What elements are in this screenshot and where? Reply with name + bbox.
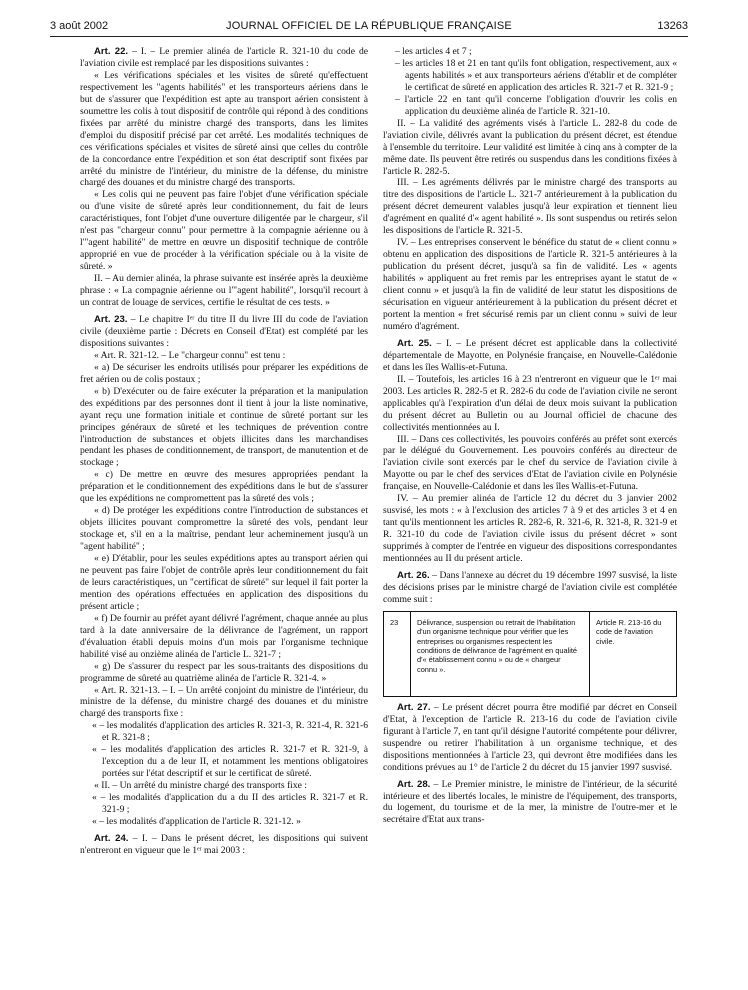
- header-rule: [50, 36, 688, 37]
- paragraph: [80, 273, 368, 309]
- paragraph: [80, 720, 368, 744]
- paragraph-text: – les articles 4 et 7 ;: [395, 46, 472, 57]
- paragraph-text: « g) De s'assurer du respect par les sous-traitants des dispositions du programme de sûreté au quatrième alinéa de l'article R. 321-4. »: [80, 660, 368, 684]
- paragraph-text: II. – Toutefois, les articles 16 à 23 n'entreront en vigueur que le 1ᵉʳ mai 2003. Les articles R. 282-5 et R. 282-6 du code de l'aviation civile ne seront applicables qu'à l'expiration d'un délai de deux mois suivant la publication du présent décret au Bulletin ou au Journal officiel de chacune des collectivités mentionnées au I.: [383, 373, 677, 433]
- paragraph: [80, 314, 368, 350]
- paragraph-text: – I. – Le premier alinéa de l'article R. 321-10 du code de l'aviation civile est remplacé par les dispositions suivantes :: [80, 46, 368, 69]
- paragraph-text: « Les colis qui ne peuvent pas faire l'objet d'une vérification spéciale ou d'une visite de sûreté après leur conditionnement, du fait de leurs caractéristiques, font l'objet d'une ouverture diligentée par le chargeur, s'il n'est pas "chargeur connu" pour permettre à la compagnie aérienne ou à l'"agent habilité" de mettre en œuvre un dispositif technique de contrôle approprié en vue de procéder à la vérification spéciale ou à la visite de sûreté. »: [80, 189, 368, 273]
- right-column: [383, 46, 677, 826]
- paragraph: [80, 70, 368, 190]
- paragraph-text: II. – Au dernier alinéa, la phrase suivante est insérée après la deuxième phrase : « La compagnie aérienne ou l'"agent habilité", lorsqu'il recourt à un contrat de louage de services, certifie le résultat de ces tests. »: [80, 273, 368, 309]
- paragraph: [80, 792, 368, 816]
- paragraph-text: « a) De sécuriser les endroits utilisés pour préparer les expéditions de fret aérien ou de colis postaux ;: [80, 361, 368, 385]
- annex-table-description: Délivrance, suspension ou retrait de l'habilitation d'un organisme technique pour vérifier que les entreprises ou organismes respectent les conditions de délivrance de l'agrément en qualité d'« établissement connu » ou de « chargeur connu ».: [411, 612, 590, 696]
- article-number: Art. 24.: [94, 832, 129, 844]
- paragraph: [383, 374, 677, 434]
- paragraph: [80, 744, 368, 780]
- annex-table-number: 23: [384, 612, 411, 696]
- paragraph-text: – l'article 22 en tant qu'il concerne l'obligation d'ouvrir les colis en application du deuxième alinéa de l'article R. 321-10.: [395, 93, 677, 117]
- paragraph-text: – les articles 18 et 21 en tant qu'ils font obligation, respectivement, aux « agents habilités » et aux transporteurs aériens d'établir et de compléter le certificat de sûreté en application des articles R. 321-7 et R. 321-9 ;: [395, 57, 677, 93]
- page-header: [50, 20, 688, 36]
- paragraph: [383, 702, 677, 774]
- paragraph-text: « b) D'exécuter ou de faire exécuter la préparation et la manipulation des expéditions par des personnes dont il tient à jour la liste nominative, ayant reçu une formation initiale et continue de sûreté portant sur les principes généraux de sûreté et les techniques de prévention contre l'introduction de substances et objets illicites dans les marchandises pendant les phases de conditionnement, de transport, de manutention et de stockage ;: [80, 385, 368, 469]
- paragraph-text: – Le Premier ministre, le ministre de l'intérieur, de la sécurité intérieure et des libertés locales, le ministre de l'équipement, des transports, du logement, du tourisme et de la mer, la ministre de l'outre-mer et le secrétaire d'Etat aux trans-: [383, 778, 677, 826]
- paragraph-text: II. – La validité des agréments visés à l'article L. 282-8 du code de l'aviation civile, délivrés avant la publication du présent décret, est étendue à l'ensemble du territoire. Leur validité est limitée à cinq ans à compter de la même date. Ils peuvent être retirés ou suspendus dans les conditions fixées à l'article R. 282-5.: [383, 117, 677, 177]
- paragraph: [383, 46, 677, 58]
- article-number: Art. 23.: [94, 313, 128, 325]
- article-number: Art. 28.: [397, 778, 431, 790]
- paragraph-text: – I. – Dans le présent décret, les dispositions qui suivent n'entreront en vigueur que le 1ᵉʳ mai 2003 :: [80, 832, 368, 856]
- article-number: Art. 27.: [397, 701, 431, 713]
- paragraph: [383, 338, 677, 374]
- paragraph: [80, 189, 368, 273]
- paragraph-text: « – les modalités d'application des articles R. 321-3, R. 321-4, R. 321-6 et R. 321-8 ;: [92, 720, 368, 744]
- paragraph-text: III. – Les agréments délivrés par le ministre chargé des transports au titre des dispositions de l'article L. 321-7 antérieurement à la publication du présent décret demeurent valables jusqu'à leur expiration et tiennent lieu d'agrément en qualité d'« agent habilité ». Ils sont suspendus ou retirés selon les dispositions de l'article R. 321-5.: [383, 177, 677, 237]
- paragraph-text: IV. – Au premier alinéa de l'article 12 du décret du 3 janvier 2002 susvisé, les mots : « à l'exclusion des articles 7 à 9 et des articles 3 et 4 en tant qu'ils mentionnent les articles R. 282-6, R. 321-6, R. 321-8, R. 321-9 et R. 321-10 du code de l'aviation civile issus du présent décret » sont supprimés à compter de l'entrée en vigueur des dispositions correspondantes mentionnées au II du présent article.: [383, 493, 677, 565]
- article-number: Art. 25.: [397, 337, 432, 349]
- paragraph-text: « c) De mettre en œuvre des mesures appropriées pendant la préparation et le conditionnement des expéditions dans le but de s'assurer que les expéditions ne compromettent pas la sûreté des vols ;: [80, 469, 368, 505]
- paragraph-text: IV. – Les entreprises conservent le bénéfice du statut de « client connu » obtenu en application des dispositions de l'article R. 321-5 antérieures à la publication du présent décret, jusqu'à sa fin de validité. Les « agents habilités » appliquent au fret remis par les entreprises ayant le statut de « client connu » et jusqu'à la fin de validité de leur statut les dispositions de sécurisation en vigueur antérieurement à la publication du présent décret et portent la mention « fret sécurisé remis par un client connu » suivi de leur numéro d'agrément.: [383, 237, 677, 332]
- header-page-number: 13263: [657, 20, 688, 32]
- article-number: Art. 22.: [94, 46, 129, 57]
- paragraph: [80, 505, 368, 553]
- annex-table-reference: Article R. 213-16 du code de l'aviation civile.: [596, 617, 662, 646]
- paragraph-text: « – les modalités d'application du a du II des articles R. 321-7 et R. 321-9 ;: [92, 792, 368, 816]
- paragraph-text: « d) De protéger les expéditions contre l'introduction de substances et objets illicites pouvant compromettre la sûreté des vols, pendant leur stockage et, s'il en a la maîtrise, pendant leur acheminement jusqu'à un "agent habilité" ;: [80, 505, 368, 553]
- paragraph-text: « – les modalités d'application de l'article R. 321-12. »: [92, 816, 301, 827]
- paragraph-text: – I. – Le présent décret est applicable dans la collectivité départementale de Mayotte, en Polynésie française, en Nouvelle-Calédonie et dans les îles Wallis-et-Futuna.: [383, 337, 677, 373]
- paragraph: [383, 118, 677, 178]
- paragraph: [80, 613, 368, 661]
- paragraph-text: « e) D'établir, pour les seules expéditions aptes au transport aérien qui ne peuvent pas faire l'objet de contrôle après leur conditionnement du fait de leurs caractéristiques, un "certificat de sûreté" sur lequel il fait porter la mention des opérations effectuées en application des dispositions du présent article ;: [80, 553, 368, 612]
- paragraph: [383, 570, 677, 606]
- paragraph: [80, 469, 368, 505]
- right-column-text: [383, 46, 677, 606]
- article-number: Art. 26.: [397, 569, 430, 581]
- paragraph-text: « Art. R. 321-12. – Le "chargeur connu" est tenu :: [94, 349, 286, 361]
- paragraph-text: « Art. R. 321-13. – I. – Un arrêté conjoint du ministre de l'intérieur, du ministre de la défense, du ministre chargé des douanes et du ministre chargé des transports fixe :: [80, 684, 368, 720]
- paragraph-text: III. – Dans ces collectivités, les pouvoirs conférés au préfet sont exercés par le délégué du Gouvernement. Les pouvoirs conférés au directeur de l'aviation civile sont exercés par le chef du service de l'aviation civile à Mayotte ou par le chef des services d'Etat de l'aviation civile en Polynésie française, en Nouvelle-Calédonie et dans les îles Wallis-et-Futuna.: [383, 433, 677, 493]
- paragraph-text: « II. – Un arrêté du ministre chargé des transports fixe :: [94, 780, 307, 792]
- paragraph: [80, 833, 368, 857]
- paragraph: [383, 237, 677, 333]
- paragraph: [80, 362, 368, 386]
- paragraph: [80, 685, 368, 721]
- left-column: [80, 46, 368, 857]
- paragraph: [80, 46, 368, 70]
- paragraph: [80, 350, 368, 362]
- paragraph: [383, 58, 677, 94]
- header-date: 3 août 2002: [50, 20, 109, 32]
- paragraph: [80, 816, 368, 828]
- paragraph-text: – Le chapitre Iᵉʳ du titre II du livre III du code de l'aviation civile (deuxième partie : Décrets en Conseil d'Etat) est complété par les dispositions suivantes :: [80, 313, 368, 349]
- paragraph: [80, 553, 368, 613]
- paragraph: [80, 780, 368, 792]
- paragraph: [383, 177, 677, 237]
- paragraph-text: – Le présent décret pourra être modifié par décret en Conseil d'Etat, à l'exception de l'article R. 213-16 du code de l'aviation civile figurant à l'article 7, en tant qu'il désigne l'autorité compétente pour délivrer, suspendre ou retirer l'habilitation à un organisme technique, et des dispositions mentionnées à l'article 23, qui devront être modifiées dans les conditions prévues au 1° de l'article 2 du décret du 15 janvier 1997 susvisé.: [383, 701, 677, 773]
- paragraph: [80, 386, 368, 470]
- header-title: JOURNAL OFFICIEL DE LA RÉPUBLIQUE FRANÇAISE: [226, 20, 512, 32]
- right-column-text-after: [383, 702, 677, 827]
- paragraph: [80, 661, 368, 685]
- paragraph: [383, 493, 677, 565]
- paragraph: [383, 94, 677, 118]
- paragraph-text: « – les modalités d'application des articles R. 321-7 et R. 321-9, à l'exception du a de leur II, et notamment les mentions obligatoires portées sur l'état descriptif et sur le certificat de sûreté.: [92, 744, 368, 780]
- paragraph-text: – Dans l'annexe au décret du 19 décembre 1997 susvisé, la liste des décisions prises par le ministre chargé de l'aviation civile est complétée comme suit :: [383, 569, 677, 605]
- paragraph-text: « f) De fournir au préfet ayant délivré l'agrément, chaque année au plus tard à la date anniversaire de la délivrance de l'agrément, un rapport d'évaluation établi depuis moins d'un mois par l'organisme technique habilité visé au onzième alinéa de l'article L. 321-7 ;: [80, 612, 368, 660]
- paragraph: [383, 779, 677, 827]
- annex-table: [383, 611, 677, 697]
- paragraph-text: « Les vérifications spéciales et les visites de sûreté qu'effectuent respectivement les "agents habilités" et les transporteurs aériens dans le but de s'assurer que l'expédition est apte au transport aérien consistent à soumettre les colis à tout dispositif de contrôle qui répond à des conditions fixées par arrêté du ministre chargé des transports, dans les limites d'emploi du dispositif précisé par cet arrêté. Les modalités techniques de ces vérifications spéciales et visites de sûreté ainsi que celles du contrôle de la concordance entre l'expédition et son état descriptif sont fixées par arrêté du ministre de l'intérieur, du ministre de la défense, du ministre chargé des douanes et du ministre chargé des transports.: [80, 69, 368, 189]
- paragraph: [383, 434, 677, 494]
